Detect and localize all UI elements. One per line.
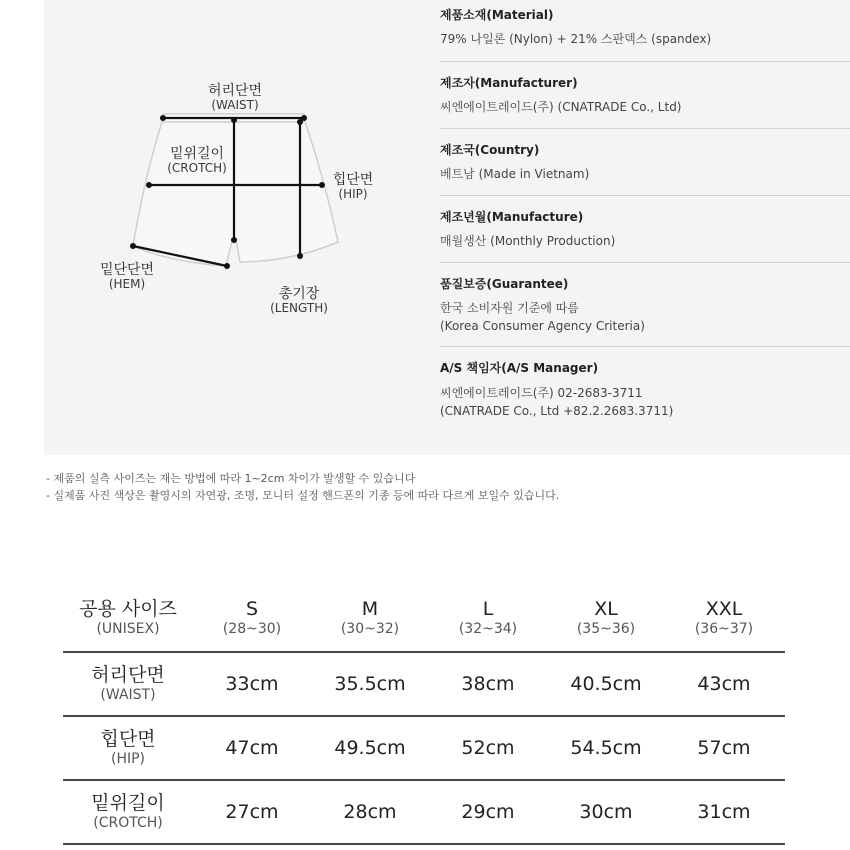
waist-label (190, 83, 280, 113)
info-title: 제품소재(Material) (440, 8, 554, 22)
waist-label-en: (WAIST) (211, 98, 259, 113)
table-cell: 35.5cm (334, 673, 406, 695)
info-line: (CNATRADE Co., Ltd +82.2.2683.3711) (440, 404, 674, 418)
row-header (63, 792, 193, 832)
size-range: (36~37) (694, 621, 754, 637)
crotch-label-ko: 밑위길이 (169, 146, 225, 162)
info-line: 매월생산 (Monthly Production) (440, 234, 616, 248)
table-cell: 52cm (461, 737, 515, 759)
table-cell: 49.5cm (334, 737, 406, 759)
table-cell: 28cm (343, 801, 397, 823)
size-label: M (361, 598, 379, 620)
info-title: A/S 책임자(A/S Manager) (440, 361, 599, 375)
size-range: (32~34) (458, 621, 518, 637)
table-cell: 38cm (461, 673, 515, 695)
row-header (63, 664, 193, 704)
header-cell (63, 598, 193, 638)
hip-label-en: (HIP) (338, 187, 368, 202)
size-table-header (63, 585, 785, 653)
table-cell: 57cm (697, 737, 751, 759)
product-info-list (440, 0, 850, 437)
size-column (547, 598, 665, 638)
size-column (311, 598, 429, 638)
length-label-en: (LENGTH) (270, 301, 328, 316)
row-ko: 힙단면 (100, 728, 156, 750)
shorts-outline-icon (0, 0, 420, 455)
size-label: S (245, 598, 259, 620)
size-table (63, 585, 785, 845)
info-title: 제조국(Country) (440, 143, 540, 157)
size-column (429, 598, 547, 638)
note-line: - 실제품 사진 색상은 촬영시의 자연광, 조명, 모니터 설정 핸드폰의 기종 등에 따라 다르게 보일수 있습니다. (46, 489, 560, 502)
info-manufacture-date (440, 196, 850, 263)
size-column (665, 598, 783, 638)
info-guarantee (440, 263, 850, 347)
table-row-waist (63, 653, 785, 717)
size-label: XXL (705, 598, 743, 620)
hem-label-en: (HEM) (108, 277, 146, 292)
table-cell: 54.5cm (570, 737, 642, 759)
info-title: 제조자(Manufacturer) (440, 76, 578, 90)
hem-label-ko: 밑단단면 (99, 262, 155, 278)
crotch-label-en: (CROTCH) (167, 161, 227, 176)
info-manufacturer (440, 62, 850, 129)
table-row-crotch (63, 781, 785, 845)
row-en: (CROTCH) (93, 815, 163, 831)
table-row-hip (63, 717, 785, 781)
table-cell: 43cm (697, 673, 751, 695)
row-ko: 밑위길이 (91, 792, 165, 814)
table-cell: 29cm (461, 801, 515, 823)
table-cell: 27cm (225, 801, 279, 823)
row-ko: 허리단면 (91, 664, 165, 686)
row-header (63, 728, 193, 768)
measurement-notes (46, 470, 559, 504)
table-cell: 40.5cm (570, 673, 642, 695)
info-line: 씨엔에이트레이드(주) (CNATRADE Co., Ltd) (440, 100, 682, 114)
note-line: - 제품의 실측 사이즈는 재는 방법에 따라 1~2cm 차이가 발생할 수 있습니다 (46, 472, 416, 485)
shorts-measurement-diagram (0, 0, 420, 455)
info-country (440, 129, 850, 196)
info-line: 한국 소비자원 기준에 따름 (440, 301, 579, 315)
header-en: (UNISEX) (96, 621, 160, 637)
hip-label-ko: 힙단면 (332, 172, 374, 188)
table-cell: 31cm (697, 801, 751, 823)
table-cell: 30cm (579, 801, 633, 823)
waist-label-ko: 허리단면 (207, 83, 263, 99)
row-en: (HIP) (110, 751, 146, 767)
hem-label (82, 262, 172, 292)
info-material (440, 0, 850, 62)
info-title: 제조년월(Manufacture) (440, 210, 584, 224)
table-cell: 47cm (225, 737, 279, 759)
header-ko: 공용 사이즈 (79, 598, 177, 620)
size-range: (30~32) (340, 621, 400, 637)
info-line: (Korea Consumer Agency Criteria) (440, 319, 645, 333)
info-line: 79% 나일론 (Nylon) + 21% 스판덱스 (spandex) (440, 32, 712, 46)
info-title: 품질보증(Guarantee) (440, 277, 569, 291)
length-label (254, 286, 344, 316)
size-label: XL (594, 598, 618, 620)
size-label: L (482, 598, 494, 620)
size-range: (35~36) (576, 621, 636, 637)
crotch-label (152, 146, 242, 176)
info-line: 베트남 (Made in Vietnam) (440, 167, 590, 181)
table-cell: 33cm (225, 673, 279, 695)
length-label-ko: 총기장 (278, 286, 320, 302)
info-line: 씨엔에이트레이드(주) 02-2683-3711 (440, 386, 643, 400)
hip-label (318, 172, 388, 202)
size-range: (28~30) (222, 621, 282, 637)
row-en: (WAIST) (100, 687, 156, 703)
size-column (193, 598, 311, 638)
info-as-manager (440, 347, 850, 437)
